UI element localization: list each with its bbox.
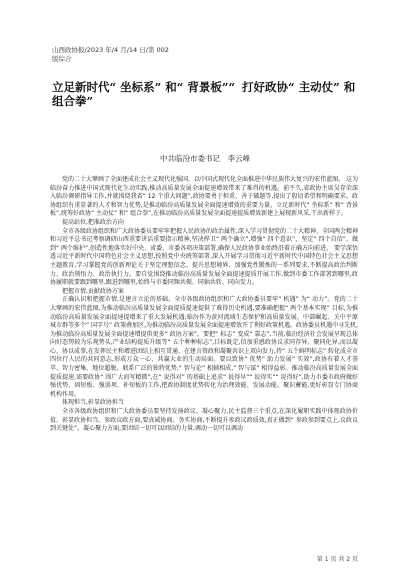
- author-byline: 中共临汾市委书记 李云峰: [160, 154, 250, 163]
- paragraph: 党的二十大擘画了全面建成社会主义现代化强国、以中国式现代化全面推进中华民族伟大复兴的宏伟蓝图。 这为临汾奋力推进中国式现代化生动实践,推动高质量发展全面提速增效带来了难得的机遇。前不久,省政协主席吴存荣深入临汾调研指导工作,并就围绕我省“ 12 个重大问题”,政协要勇于担重、善于破题等,提出了殷切希望和明确要求。政协组织有重显著的人才和智力优势,是推动临汾高质量发展全面提速增效的重要力量。立足新时代“ 坐标系” 和“ 背景板”,统筹好政协“ 主动仗” 和“ 组合拳”,在推动临汾高质量发展全面提速提质增效新建上展现新风采,干出新样子。: [50, 176, 358, 218]
- title-left: 立足新时代“ 坐标系” 和“ 背景板”“ 组合拳”: [52, 80, 236, 108]
- paragraph: 全市各级政协组织和广大政协委员要牢牢把握人民政协的政治属性,深入学习贯彻党的二十大精神、全国两会精神和习近平总书记考察调研山西重要讲话重要指示精神,坚决捍卫“ 两个确立”,增强“ 四个意识”、坚定“ 四个自信”、做到“ 两个维护”,创造性地落实好中央、省委、市委各项决策部署,确保人民政协事业始终沿着正确方向前进。 要学深悟透习近平新时代中国特色社会主义思想,按照党中央统筹部署,深入开展学习贯彻习近平新时代中国特色社会主义思想主题教育,学习掌握党的创新理论关于坚定理想信念、提升思想境界、加强党性锻炼的一系列要求,不断提高政治判断力、政治领悟力、政治执行力。要自觉围绕推动临汾高质量发展全面提速提质开展工作,做到市委工作部署到哪里,政协履职就要跟到哪里,跟进到哪里,始终与市委同频共振、同轴共转、同向发力。: [50, 227, 358, 287]
- paragraph: 正确认识和把握市情,是建言立论的基础。全市各级政协组织和广大政协委员要牢“ 机遇” 为“ 动力”。党的二十大擘画的宏伟蓝图,为推动临汾高质量发展全面提质提速提供了难得历史机遇,要准确把握“ 两个基本实现” 目标,为推动临汾高质量发展全面提速提增来了重大发展机遇;临汾作为黄河流域生态保护和高质量发展、中部崛起、关中平原城市群等多个“ 国字号” 政策叠加区,为推动临汾高质量发展全面提速增效开了利好政策机遇。政协委员机遇中寻先机,为推动临汾高质量发展全面提速增提供更多“ 政协方案”。要把“ 标志” 变成“ 靠志”,当前,临汾经济社会发展呈现总体向好态势较为乐观势头,产业结构提质升级等“ 五个种种标志”,目标既定,信加重感政协议求同存异、聚同化异,而以凝心、协以成事,在发挥民主和增进团结上相互贯通、在建言资政和凝聚共识上双向发力,持“ 五个鲜明标志” 转化成全市四位行人民的共同意志,形成万众一心、共赢大业的生动局面。要以致协“ 优势” 助力发展“ 实效”,政协有着人才荟萃、智力密集、地位超脱、联系广泛的独特优势,“ 智与论” 相辅相成,“ 智与谋” 相得益彰。推动临汾高质量发展全面提质提速,需要政协“ 围广大而写精微”,在“ 说得对” 的基础上追求“ 说得早”“ 说得实”“ 说得好”,助力市委市政府做好强优势、固短板、强弱项、补短板的工作,把政协制度优势转化为治理效能、发展动能、聚识蓄能,更好彰显专门协商机构作用。: [50, 296, 358, 398]
- source-line: 山西政协报/2023 年/4 月/14 日/第 002: [52, 46, 169, 54]
- section-label: 版综合: [52, 55, 72, 63]
- section-heading: 提高站位,把准政治方向: [62, 218, 124, 226]
- article-body: [50, 176, 358, 434]
- source-header: [52, 46, 169, 64]
- section-heading: 体现担当,彰显政协担当: [62, 399, 124, 407]
- paragraph: 全市各级政协组织和广大政协委员要坚持发扬政议、凝心聚力,民主监督三个重点,在深化履职实践中体现政协价值、彰显政协担当。参政议政方面,要真诚协商、务实协商,不断提升参政议政质效,真正做到“ 参政参到要点上,议政议到关键处”。凝心聚力方面,要团结一切可以团结的力量,调动一切可以调动: [50, 408, 358, 433]
- title-right: 打好政协“ 主动仗” 和: [242, 80, 356, 94]
- page-number: 第 1 页 共 2 页: [316, 556, 358, 563]
- section-heading: 把握市情,贡献政协方案: [62, 287, 124, 295]
